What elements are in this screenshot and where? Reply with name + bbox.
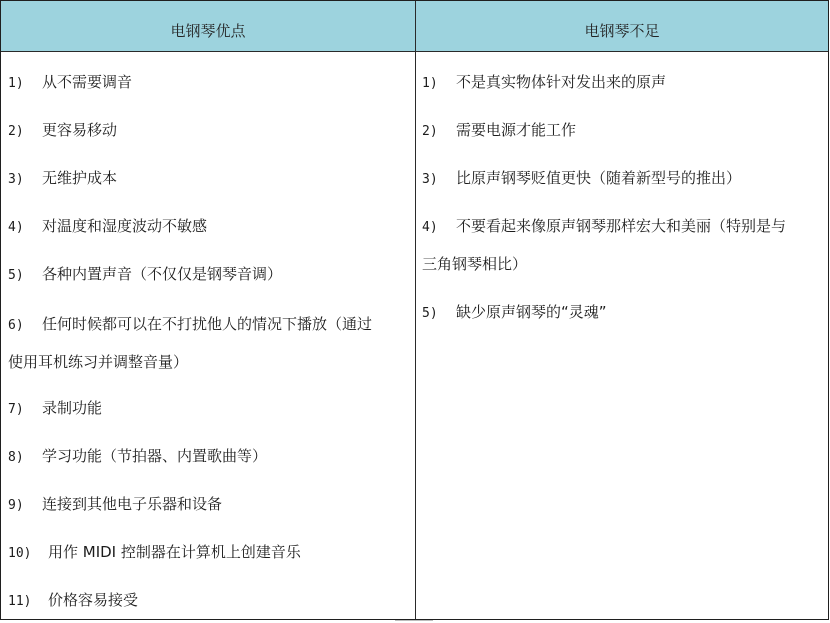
list-item <box>422 160 822 198</box>
item-number: 3) <box>8 172 24 187</box>
item-text: 价格容易接受 <box>48 591 139 609</box>
list-item <box>8 306 410 380</box>
item-text: 从不需要调音 <box>42 73 133 91</box>
item-number: 1) <box>8 76 24 91</box>
item-number: 2) <box>422 124 438 139</box>
item-text: 连接到其他电子乐器和设备 <box>42 495 223 513</box>
list-item <box>8 534 410 572</box>
item-number: 5) <box>422 306 438 321</box>
item-text: 更容易移动 <box>42 121 118 139</box>
disadvantages-header: 电钢琴不足 <box>584 22 660 40</box>
list-item <box>8 582 410 620</box>
list-item <box>8 486 410 524</box>
advantages-header: 电钢琴优点 <box>170 22 246 40</box>
list-item <box>422 64 822 102</box>
list-item <box>422 294 822 332</box>
item-number: 5) <box>8 268 24 283</box>
item-number: 1) <box>422 76 438 91</box>
column-divider <box>415 1 416 619</box>
item-number: 10) <box>8 546 32 561</box>
item-number: 2) <box>8 124 24 139</box>
item-text-continued: 三角钢琴相比） <box>422 255 528 273</box>
item-text: 需要电源才能工作 <box>456 121 577 139</box>
item-text: 任何时候都可以在不打扰他人的情况下播放（通过 <box>42 315 373 333</box>
item-number: 9) <box>8 498 24 513</box>
item-text: 缺少原声钢琴的“灵魂” <box>456 303 607 321</box>
item-number: 3) <box>422 172 438 187</box>
item-number: 7) <box>8 402 24 417</box>
item-text-continued: 使用耳机练习并调整音量） <box>8 353 189 371</box>
item-text: 不要看起来像原声钢琴那样宏大和美丽（特别是与 <box>456 217 787 235</box>
list-item <box>8 438 410 476</box>
item-text: 用作 MIDI 控制器在计算机上创建音乐 <box>48 543 301 561</box>
list-item <box>8 208 410 246</box>
page-bottom-mark <box>395 620 433 621</box>
item-number: 8) <box>8 450 24 465</box>
item-text: 无维护成本 <box>42 169 118 187</box>
item-text: 不是真实物体针对发出来的原声 <box>456 73 667 91</box>
list-item <box>8 256 410 294</box>
list-item <box>8 160 410 198</box>
item-text: 学习功能（节拍器、内置歌曲等） <box>42 447 268 465</box>
item-text: 对温度和湿度波动不敏感 <box>42 217 208 235</box>
list-item <box>422 208 822 282</box>
item-number: 4) <box>422 220 438 235</box>
list-item <box>8 390 410 428</box>
item-text: 比原声钢琴贬值更快（随着新型号的推出） <box>456 169 742 187</box>
list-item <box>422 112 822 150</box>
item-number: 6) <box>8 318 24 333</box>
item-text: 各种内置声音（不仅仅是钢琴音调） <box>42 265 283 283</box>
item-number: 4) <box>8 220 24 235</box>
list-item <box>8 112 410 150</box>
item-number: 11) <box>8 594 32 609</box>
list-item <box>8 64 410 102</box>
item-text: 录制功能 <box>42 399 103 417</box>
